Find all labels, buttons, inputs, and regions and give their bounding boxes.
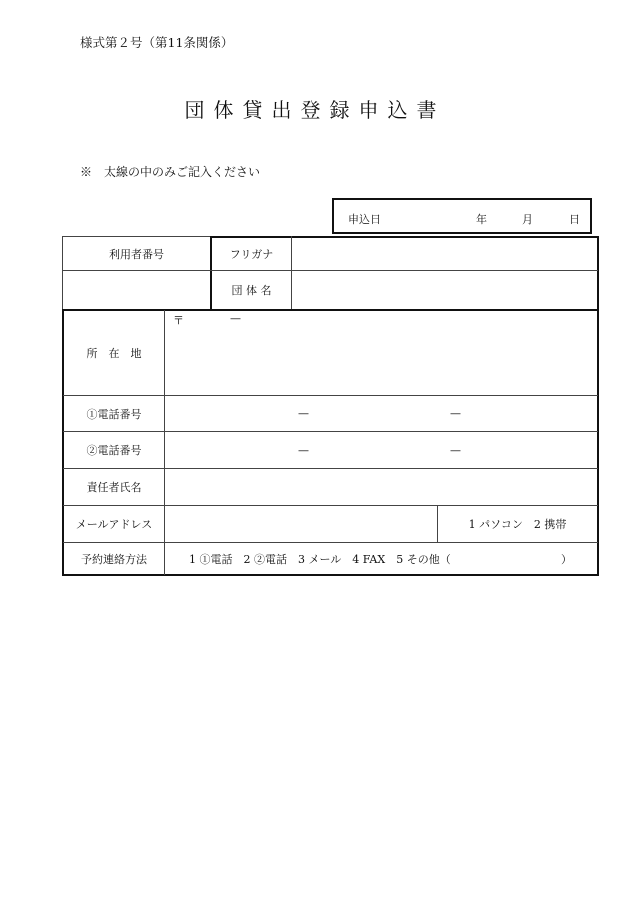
phone1-field[interactable] [165, 396, 597, 431]
address-label: 所 在 地 [86, 347, 142, 360]
phone2-dash-2: — [450, 443, 461, 457]
responsible-person-label: 責任者氏名 [86, 481, 142, 494]
user-number-label: 利用者番号 [109, 247, 164, 261]
contact-method-options[interactable] [165, 543, 597, 574]
group-name-label: 団 体 名 [231, 284, 272, 297]
thick-border [597, 236, 599, 576]
address-field[interactable] [165, 311, 597, 395]
contact-method-label: 予約連絡方法 [81, 552, 147, 566]
postal-mark: 〒 [173, 314, 184, 327]
month-label: 月 [522, 213, 533, 226]
phone1-label: ①電話番号 [86, 407, 142, 421]
furigana-label: フリガナ [229, 247, 274, 261]
postal-dash: — [230, 312, 241, 325]
contact-close-paren: ） [561, 552, 572, 566]
date-label: 申込日 [348, 213, 381, 226]
phone2-field[interactable] [165, 432, 597, 468]
phone2-dash-1: — [298, 443, 309, 457]
user-number-field[interactable] [63, 271, 210, 309]
phone1-dash-2: — [450, 407, 461, 420]
group-name-field[interactable] [292, 271, 597, 309]
form-number: 様式第２号（第11条関係） [80, 35, 234, 50]
phone1-dash-1: — [298, 407, 309, 420]
year-label: 年 [476, 213, 487, 226]
contact-options-text: 1 ①電話 2 ②電話 3 メール 4 FAX 5 その他（ [189, 552, 451, 566]
instruction-note: ※ 太線の中のみご記入ください [80, 165, 261, 179]
email-label: メールアドレス [75, 518, 153, 531]
page-title: 団体貸出登録申込書 [184, 98, 446, 122]
responsible-person-field[interactable] [165, 469, 597, 505]
furigana-field[interactable] [292, 237, 597, 270]
email-field[interactable] [165, 506, 437, 542]
application-date-box[interactable] [332, 198, 592, 234]
email-type-options[interactable]: 1 パソコン 2 携帯 [468, 518, 567, 531]
thick-border [62, 574, 599, 576]
day-label: 日 [569, 213, 580, 226]
phone2-label: ②電話番号 [86, 444, 142, 457]
